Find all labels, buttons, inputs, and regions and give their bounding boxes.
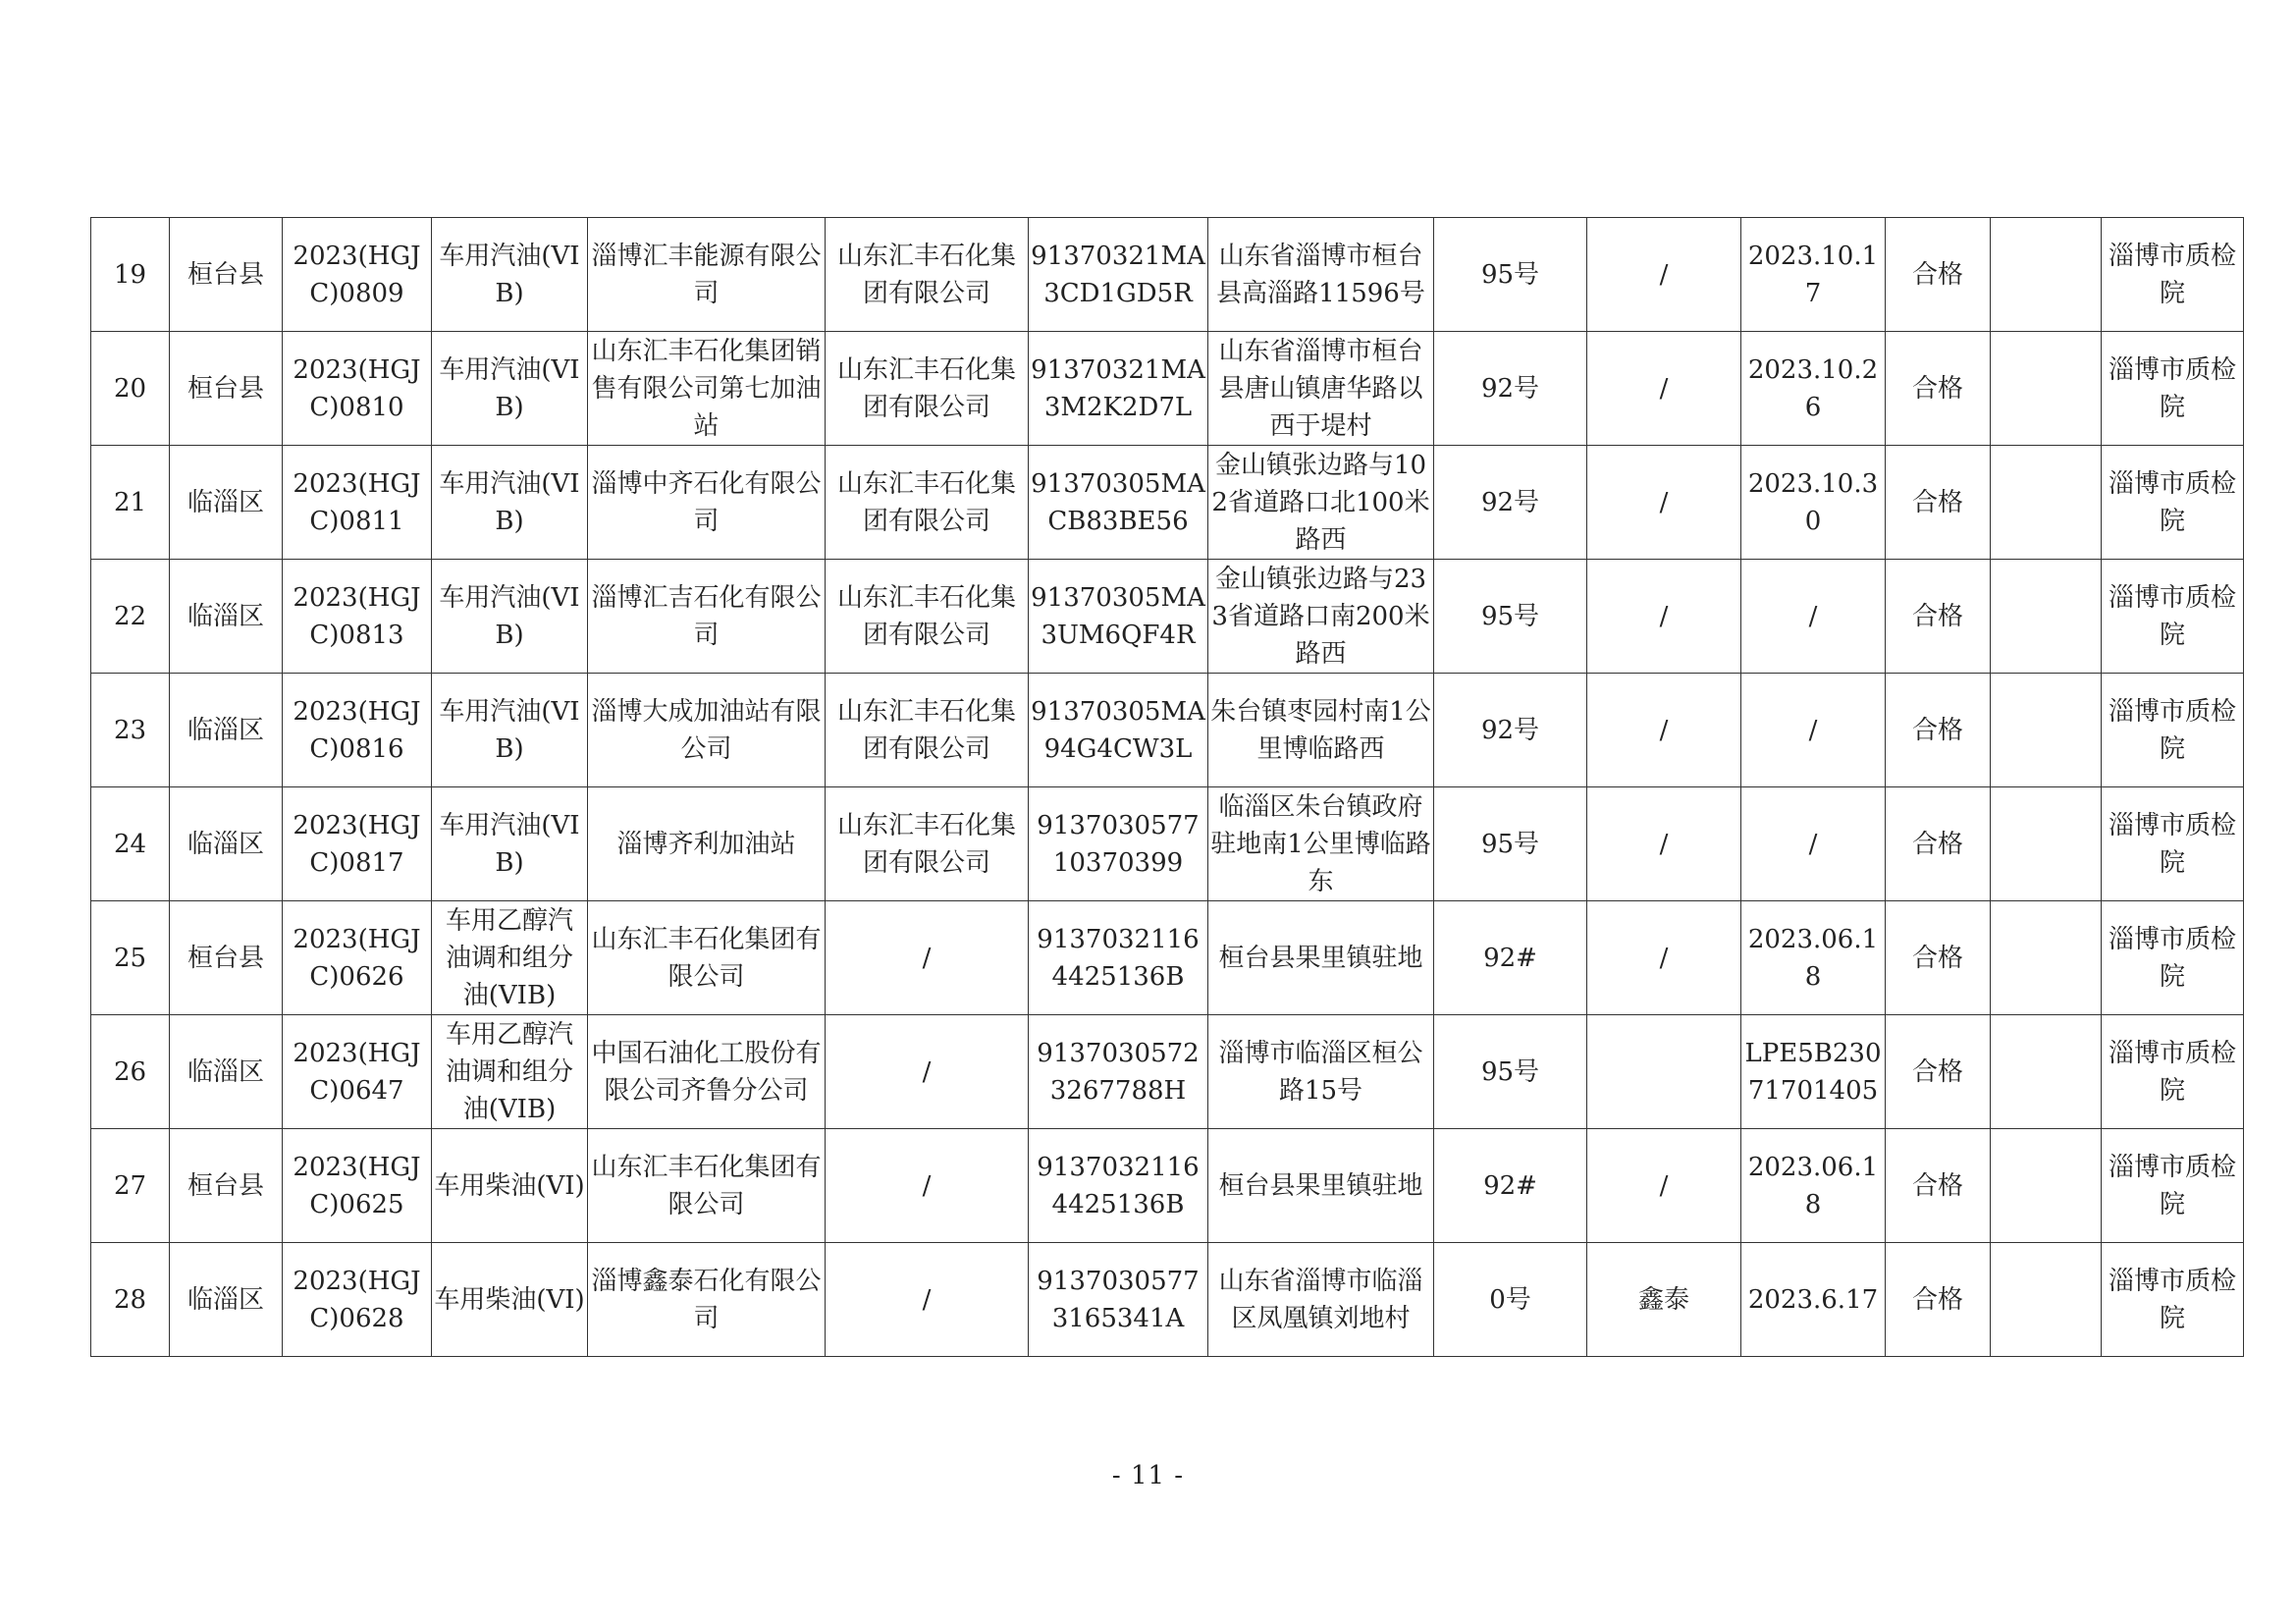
grade-cell: 92# <box>1434 901 1587 1015</box>
brand-cell: / <box>1587 1129 1741 1243</box>
result-cell: 合格 <box>1886 1129 1991 1243</box>
remark-cell <box>1991 674 2102 787</box>
inspection-results-table <box>90 217 2244 1357</box>
product-name-cell: 车用汽油(VIB) <box>432 332 588 446</box>
product-name-cell: 车用乙醇汽油调和组分油(VIB) <box>432 901 588 1015</box>
parent-company-cell: / <box>826 901 1029 1015</box>
address-cell: 山东省淄博市桓台县唐山镇唐华路以西于堤村 <box>1208 332 1434 446</box>
remark-cell <box>1991 1243 2102 1357</box>
parent-company-cell: 山东汇丰石化集团有限公司 <box>826 218 1029 332</box>
sample-code-cell: 2023(HGJC)0625 <box>283 1129 432 1243</box>
inspection-agency-cell: 淄博市质检院 <box>2102 1015 2244 1129</box>
credit-code-cell: 91370321164425136B <box>1029 1129 1208 1243</box>
brand-cell: / <box>1587 560 1741 674</box>
address-cell: 金山镇张边路与102省道路口北100米路西 <box>1208 446 1434 560</box>
company-name-cell: 山东汇丰石化集团销售有限公司第七加油站 <box>588 332 826 446</box>
address-cell: 临淄区朱台镇政府驻地南1公里博临路东 <box>1208 787 1434 901</box>
sample-code-cell: 2023(HGJC)0809 <box>283 218 432 332</box>
grade-cell: 95号 <box>1434 560 1587 674</box>
product-name-cell: 车用汽油(VIB) <box>432 674 588 787</box>
address-cell: 朱台镇枣园村南1公里博临路西 <box>1208 674 1434 787</box>
address-cell: 桓台县果里镇驻地 <box>1208 901 1434 1015</box>
production-date-cell: 2023.06.18 <box>1741 1129 1886 1243</box>
sample-code-cell: 2023(HGJC)0628 <box>283 1243 432 1357</box>
product-name-cell: 车用汽油(VIB) <box>432 787 588 901</box>
product-name-cell: 车用乙醇汽油调和组分油(VIB) <box>432 1015 588 1129</box>
remark-cell <box>1991 560 2102 674</box>
page-number: - 11 - <box>1111 1461 1185 1490</box>
table-row <box>91 446 2244 560</box>
address-cell: 山东省淄博市临淄区凤凰镇刘地村 <box>1208 1243 1434 1357</box>
grade-cell: 0号 <box>1434 1243 1587 1357</box>
parent-company-cell: 山东汇丰石化集团有限公司 <box>826 446 1029 560</box>
inspection-agency-cell: 淄博市质检院 <box>2102 787 2244 901</box>
brand-cell: 鑫泰 <box>1587 1243 1741 1357</box>
credit-code-cell: 91370321MA3M2K2D7L <box>1029 332 1208 446</box>
production-date-cell: 2023.10.30 <box>1741 446 1886 560</box>
credit-code-cell: 91370305MACB83BE56 <box>1029 446 1208 560</box>
table-row <box>91 218 2244 332</box>
credit-code-cell: 91370305MA94G4CW3L <box>1029 674 1208 787</box>
grade-cell: 95号 <box>1434 218 1587 332</box>
grade-cell: 95号 <box>1434 787 1587 901</box>
district-cell: 桓台县 <box>170 332 283 446</box>
table-row <box>91 1243 2244 1357</box>
inspection-agency-cell: 淄博市质检院 <box>2102 901 2244 1015</box>
result-cell: 合格 <box>1886 446 1991 560</box>
production-date-cell: 2023.10.17 <box>1741 218 1886 332</box>
district-cell: 临淄区 <box>170 787 283 901</box>
grade-cell: 92号 <box>1434 446 1587 560</box>
credit-code-cell: 91370305723267788H <box>1029 1015 1208 1129</box>
result-cell: 合格 <box>1886 560 1991 674</box>
production-date-cell: / <box>1741 674 1886 787</box>
parent-company-cell: / <box>826 1129 1029 1243</box>
row-number-cell: 19 <box>91 218 170 332</box>
address-cell: 金山镇张边路与233省道路口南200米路西 <box>1208 560 1434 674</box>
sample-code-cell: 2023(HGJC)0816 <box>283 674 432 787</box>
row-number-cell: 28 <box>91 1243 170 1357</box>
result-cell: 合格 <box>1886 787 1991 901</box>
product-name-cell: 车用汽油(VIB) <box>432 446 588 560</box>
remark-cell <box>1991 332 2102 446</box>
inspection-agency-cell: 淄博市质检院 <box>2102 1129 2244 1243</box>
inspection-agency-cell: 淄博市质检院 <box>2102 332 2244 446</box>
district-cell: 临淄区 <box>170 1243 283 1357</box>
company-name-cell: 淄博齐利加油站 <box>588 787 826 901</box>
result-cell: 合格 <box>1886 901 1991 1015</box>
brand-cell: / <box>1587 901 1741 1015</box>
company-name-cell: 淄博汇吉石化有限公司 <box>588 560 826 674</box>
sample-code-cell: 2023(HGJC)0817 <box>283 787 432 901</box>
production-date-cell: 2023.06.18 <box>1741 901 1886 1015</box>
remark-cell <box>1991 901 2102 1015</box>
table-row <box>91 1129 2244 1243</box>
inspection-agency-cell: 淄博市质检院 <box>2102 446 2244 560</box>
product-name-cell: 车用汽油(VIB) <box>432 218 588 332</box>
remark-cell <box>1991 446 2102 560</box>
table-row <box>91 787 2244 901</box>
product-name-cell: 车用汽油(VIB) <box>432 560 588 674</box>
product-name-cell: 车用柴油(VI) <box>432 1129 588 1243</box>
brand-cell: / <box>1587 218 1741 332</box>
row-number-cell: 21 <box>91 446 170 560</box>
table-row <box>91 674 2244 787</box>
table-row <box>91 1015 2244 1129</box>
company-name-cell: 淄博中齐石化有限公司 <box>588 446 826 560</box>
company-name-cell: 中国石油化工股份有限公司齐鲁分公司 <box>588 1015 826 1129</box>
district-cell: 桓台县 <box>170 218 283 332</box>
row-number-cell: 26 <box>91 1015 170 1129</box>
grade-cell: 92号 <box>1434 332 1587 446</box>
remark-cell <box>1991 1129 2102 1243</box>
production-date-cell: 2023.10.26 <box>1741 332 1886 446</box>
inspection-agency-cell: 淄博市质检院 <box>2102 1243 2244 1357</box>
sample-code-cell: 2023(HGJC)0811 <box>283 446 432 560</box>
remark-cell <box>1991 1015 2102 1129</box>
production-date-cell: 2023.6.17 <box>1741 1243 1886 1357</box>
grade-cell: 92# <box>1434 1129 1587 1243</box>
district-cell: 桓台县 <box>170 1129 283 1243</box>
parent-company-cell: 山东汇丰石化集团有限公司 <box>826 787 1029 901</box>
credit-code-cell: 91370305MA3UM6QF4R <box>1029 560 1208 674</box>
production-date-cell: LPE5B23071701405 <box>1741 1015 1886 1129</box>
production-date-cell: / <box>1741 560 1886 674</box>
inspection-agency-cell: 淄博市质检院 <box>2102 560 2244 674</box>
district-cell: 临淄区 <box>170 1015 283 1129</box>
credit-code-cell: 91370321164425136B <box>1029 901 1208 1015</box>
result-cell: 合格 <box>1886 218 1991 332</box>
result-cell: 合格 <box>1886 332 1991 446</box>
brand-cell: / <box>1587 446 1741 560</box>
credit-code-cell: 91370321MA3CD1GD5R <box>1029 218 1208 332</box>
remark-cell <box>1991 218 2102 332</box>
parent-company-cell: 山东汇丰石化集团有限公司 <box>826 560 1029 674</box>
table-row <box>91 901 2244 1015</box>
remark-cell <box>1991 787 2102 901</box>
production-date-cell: / <box>1741 787 1886 901</box>
district-cell: 临淄区 <box>170 560 283 674</box>
brand-cell: / <box>1587 674 1741 787</box>
row-number-cell: 24 <box>91 787 170 901</box>
inspection-agency-cell: 淄博市质检院 <box>2102 674 2244 787</box>
row-number-cell: 20 <box>91 332 170 446</box>
brand-cell: / <box>1587 332 1741 446</box>
address-cell: 淄博市临淄区桓公路15号 <box>1208 1015 1434 1129</box>
parent-company-cell: / <box>826 1243 1029 1357</box>
company-name-cell: 山东汇丰石化集团有限公司 <box>588 901 826 1015</box>
company-name-cell: 淄博汇丰能源有限公司 <box>588 218 826 332</box>
sample-code-cell: 2023(HGJC)0647 <box>283 1015 432 1129</box>
credit-code-cell: 91370305773165341A <box>1029 1243 1208 1357</box>
brand-cell <box>1587 1015 1741 1129</box>
sample-code-cell: 2023(HGJC)0810 <box>283 332 432 446</box>
company-name-cell: 淄博大成加油站有限公司 <box>588 674 826 787</box>
grade-cell: 95号 <box>1434 1015 1587 1129</box>
district-cell: 桓台县 <box>170 901 283 1015</box>
address-cell: 桓台县果里镇驻地 <box>1208 1129 1434 1243</box>
company-name-cell: 山东汇丰石化集团有限公司 <box>588 1129 826 1243</box>
row-number-cell: 27 <box>91 1129 170 1243</box>
row-number-cell: 25 <box>91 901 170 1015</box>
credit-code-cell: 913703057710370399 <box>1029 787 1208 901</box>
sample-code-cell: 2023(HGJC)0813 <box>283 560 432 674</box>
row-number-cell: 23 <box>91 674 170 787</box>
sample-code-cell: 2023(HGJC)0626 <box>283 901 432 1015</box>
parent-company-cell: / <box>826 1015 1029 1129</box>
brand-cell: / <box>1587 787 1741 901</box>
result-cell: 合格 <box>1886 1015 1991 1129</box>
row-number-cell: 22 <box>91 560 170 674</box>
district-cell: 临淄区 <box>170 674 283 787</box>
grade-cell: 92号 <box>1434 674 1587 787</box>
product-name-cell: 车用柴油(VI) <box>432 1243 588 1357</box>
address-cell: 山东省淄博市桓台县高淄路11596号 <box>1208 218 1434 332</box>
inspection-agency-cell: 淄博市质检院 <box>2102 218 2244 332</box>
parent-company-cell: 山东汇丰石化集团有限公司 <box>826 332 1029 446</box>
result-cell: 合格 <box>1886 674 1991 787</box>
result-cell: 合格 <box>1886 1243 1991 1357</box>
parent-company-cell: 山东汇丰石化集团有限公司 <box>826 674 1029 787</box>
table-row <box>91 560 2244 674</box>
table-row <box>91 332 2244 446</box>
district-cell: 临淄区 <box>170 446 283 560</box>
company-name-cell: 淄博鑫泰石化有限公司 <box>588 1243 826 1357</box>
